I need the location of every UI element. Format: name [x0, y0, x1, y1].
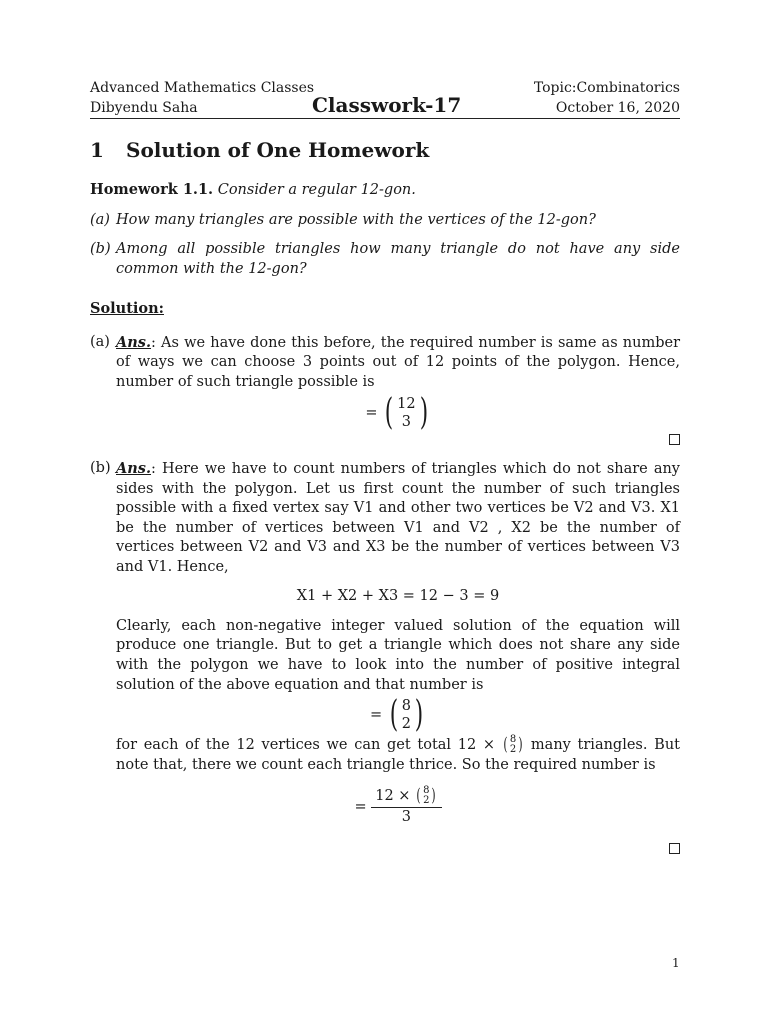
item-text: Among all possible triangles how many triangle do not have any side common with the 12-gon?: [116, 241, 680, 277]
qed-symbol: [116, 433, 680, 449]
document-page: [90, 78, 680, 858]
part-a-text: : As we have done this before, the required number is same as number of ways we can choose 3 points out of 12 points of the polygon. Hence, number of such triangle possible is: [116, 334, 680, 390]
part-b-text-2: Clearly, each non-negative integer valued solution of the equation will produce one triangle. But to get a triangle which does not share any side with the polygon we have to look into the number of positive integral solution of the above equation and that number is: [116, 617, 680, 693]
document-title: Classwork-17: [312, 93, 462, 117]
date: October 16, 2020: [555, 100, 680, 116]
ans-label: Ans.: [116, 333, 152, 351]
equation: X1 + X2 + X3 = 12 − 3 = 9: [296, 588, 500, 605]
binom-top: 8: [509, 734, 517, 746]
binom-bottom: 2: [401, 716, 411, 733]
header-right: [534, 78, 680, 118]
part-b-text-3a: for each of the 12 vertices we can get total 12 ×: [116, 737, 496, 754]
part-label: (b): [90, 459, 111, 476]
binom-formula-b: = ( 8 2 ): [369, 694, 424, 736]
homework-item-b: [90, 240, 680, 279]
binom-bottom: 2: [423, 794, 430, 806]
header-left: [90, 78, 314, 118]
section-number: 1: [90, 138, 104, 162]
fraction-numerator: 12 ×: [375, 787, 411, 804]
author-name: Dibyendu Saha: [90, 100, 198, 116]
homework-text: Consider a regular 12-gon.: [217, 182, 416, 198]
part-label: (a): [90, 333, 110, 350]
homework-item-a: [90, 211, 680, 231]
binom-top: 8: [401, 698, 411, 715]
homework-label: Homework 1.1.: [90, 181, 214, 198]
homework-statement: [90, 180, 680, 201]
solution-part-b: [90, 459, 680, 858]
solution-heading: Solution:: [90, 300, 164, 318]
topic: Topic:Combinatorics: [533, 80, 680, 96]
binom-top: 12: [397, 395, 416, 412]
binom-top: 8: [423, 784, 430, 796]
part-b-text-1: : Here we have to count numbers of triangles which do not share any sides with the polygon. Let us first count the number of such triangles possible with a fixed vertex say V1 and other two vertices be V2 and V3. X1 be the number of vertices between V1 and V2 , X2 be the number of vertices between V2 and V3 and X3 be the number of vertices between V3 and V1. Hence,: [116, 460, 680, 575]
fraction-denominator: 3: [401, 809, 411, 826]
binom-bottom: 2: [509, 744, 517, 756]
section-heading: [90, 137, 680, 164]
part-b-text-3: for each of the 12 vertices we can get total 12 × ( 8 2 ) many triangles. But note that, there we count each triangle thrice. So the required number is: [116, 734, 680, 773]
ans-label: Ans.: [116, 459, 152, 477]
section-title: Solution of One Homework: [126, 138, 430, 162]
binom-bottom: 3: [401, 413, 411, 430]
item-text: How many triangles are possible with the vertices of the 12-gon?: [116, 211, 596, 228]
page-header: [90, 78, 680, 119]
binom-formula-a: = ( 12 3 ): [365, 391, 428, 433]
part-b-text-3b: many triangles. But note that, there we count each triangle thrice. So the required number is: [116, 737, 680, 773]
final-fraction: = 12 × ( 8 2 ) 3: [116, 786, 680, 828]
page-number: 1: [672, 956, 680, 970]
course-name: Advanced Mathematics Classes: [90, 80, 315, 96]
solution-part-a: [90, 333, 680, 449]
item-label: (b): [90, 241, 111, 258]
item-label: (a): [90, 211, 110, 228]
qed-symbol: [116, 842, 680, 858]
